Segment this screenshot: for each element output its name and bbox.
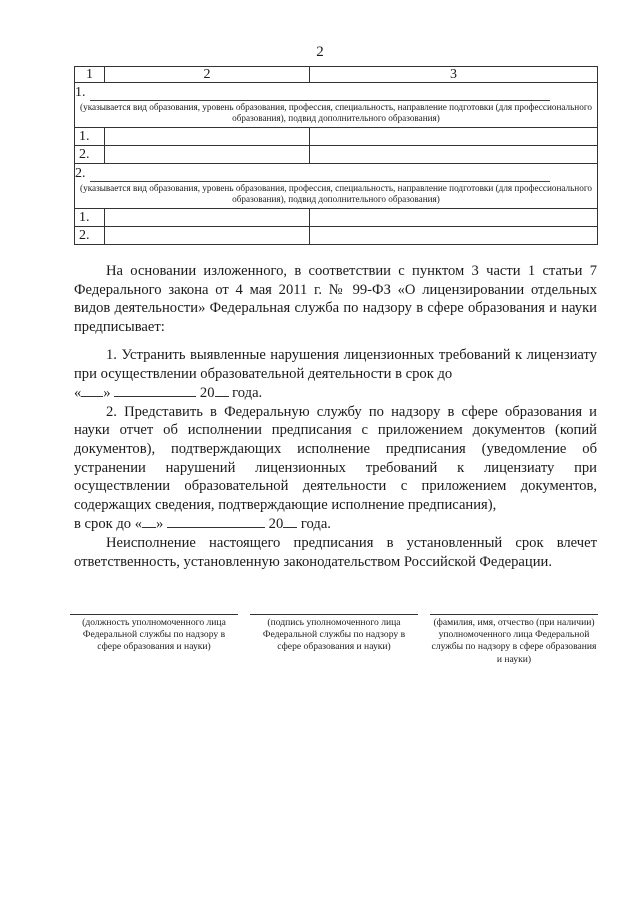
- final-paragraph: [74, 534, 597, 571]
- quote-close: »: [103, 385, 111, 402]
- signature-sign: [250, 614, 418, 654]
- deadline-prefix: в срок до «: [74, 516, 143, 533]
- signature-position-caption: (должность уполномоченного лица Федеральной службы по надзору в сфере образования и науки): [82, 617, 226, 653]
- table-cell: [105, 128, 310, 146]
- year-prefix: 20: [268, 516, 284, 533]
- row-number: 1.: [75, 128, 105, 146]
- day-blank: [142, 514, 156, 528]
- table-row: [75, 227, 598, 245]
- intro-paragraph: [74, 262, 597, 336]
- row-number: 1.: [75, 209, 105, 227]
- instructions-block: [74, 346, 597, 571]
- signature-position: [70, 614, 238, 654]
- item-2: [74, 403, 597, 515]
- table-row: [75, 209, 598, 227]
- table-cell: [310, 209, 598, 227]
- table-cell: [310, 146, 598, 164]
- quote-open: «: [74, 385, 82, 402]
- table-group-row: [75, 164, 598, 209]
- table-cell: [310, 227, 598, 245]
- page-number: 2: [316, 44, 324, 60]
- group-note: (указывается вид образования, уровень образования, профессия, специальность, направление подготовки (для профессионального образования), подвид дополнительного образования): [80, 102, 592, 123]
- year-prefix: 20: [199, 385, 215, 402]
- table-header-cell: 3: [310, 67, 598, 83]
- group-note: (указывается вид образования, уровень образования, профессия, специальность, направление подготовки (для профессионального образования), подвид дополнительного образования): [80, 183, 592, 204]
- item-1: [74, 346, 597, 383]
- day-blank: [81, 383, 103, 397]
- table-group-row: [75, 83, 598, 128]
- year-word: года.: [300, 516, 331, 533]
- intro-text: На основании изложенного, в соответствии с пунктом 3 части 1 статьи 7 Федерального закона от 4 мая 2011 г. № 99-ФЗ «О лицензировании отдельных видов деятельности» Федеральная служба по надзору в сфере образования и науки предписывает:: [74, 263, 597, 335]
- table-row: [75, 146, 598, 164]
- table-cell: [310, 128, 598, 146]
- table-header-row: [75, 67, 598, 83]
- final-text: Неисполнение настоящего предписания в установленный срок влечет ответственность, установленную законодательством Российской Федерации.: [74, 534, 597, 570]
- table-cell: [105, 227, 310, 245]
- quote-close: »: [156, 516, 164, 533]
- item-2-text: 2. Представить в Федеральную службу по надзору в сфере образования и науки отчет об исполнении предписания с приложением документов (копий документов), подтверждающих исполнение предписания (уведомление об устранении нарушений лицензионных требований к лицензиату при осуществлении образовательной деятельности с приложением документов, содержащих сведения, подтверждающие исполнение предписания),: [74, 403, 597, 513]
- month-blank: [114, 383, 196, 397]
- table-row: [75, 128, 598, 146]
- table-header-cell: 2: [105, 67, 310, 83]
- group-label: 1.: [75, 85, 86, 100]
- violations-table: [74, 66, 598, 245]
- signature-name: [430, 614, 598, 666]
- table-header-cell: 1: [75, 67, 105, 83]
- table-cell: [105, 146, 310, 164]
- table-cell: [105, 209, 310, 227]
- month-blank: [167, 514, 265, 528]
- signature-name-caption: (фамилия, имя, отчество (при наличии) уполномоченного лица Федеральной службы по надзору в сфере образования и науки): [431, 617, 597, 665]
- item-1-deadline: [74, 383, 597, 403]
- row-number: 2.: [75, 146, 105, 164]
- year-word: года.: [232, 385, 263, 402]
- group-label: 2.: [75, 166, 86, 181]
- year-blank: [283, 514, 297, 528]
- item-1-text: 1. Устранить выявленные нарушения лицензионных требований к лицензиату при осуществлении образовательной деятельности в срок до: [74, 347, 597, 382]
- row-number: 2.: [75, 227, 105, 245]
- year-blank: [215, 383, 229, 397]
- signature-sign-caption: (подпись уполномоченного лица Федеральной службы по надзору в сфере образования и науки): [262, 617, 406, 653]
- item-2-deadline: [74, 514, 597, 534]
